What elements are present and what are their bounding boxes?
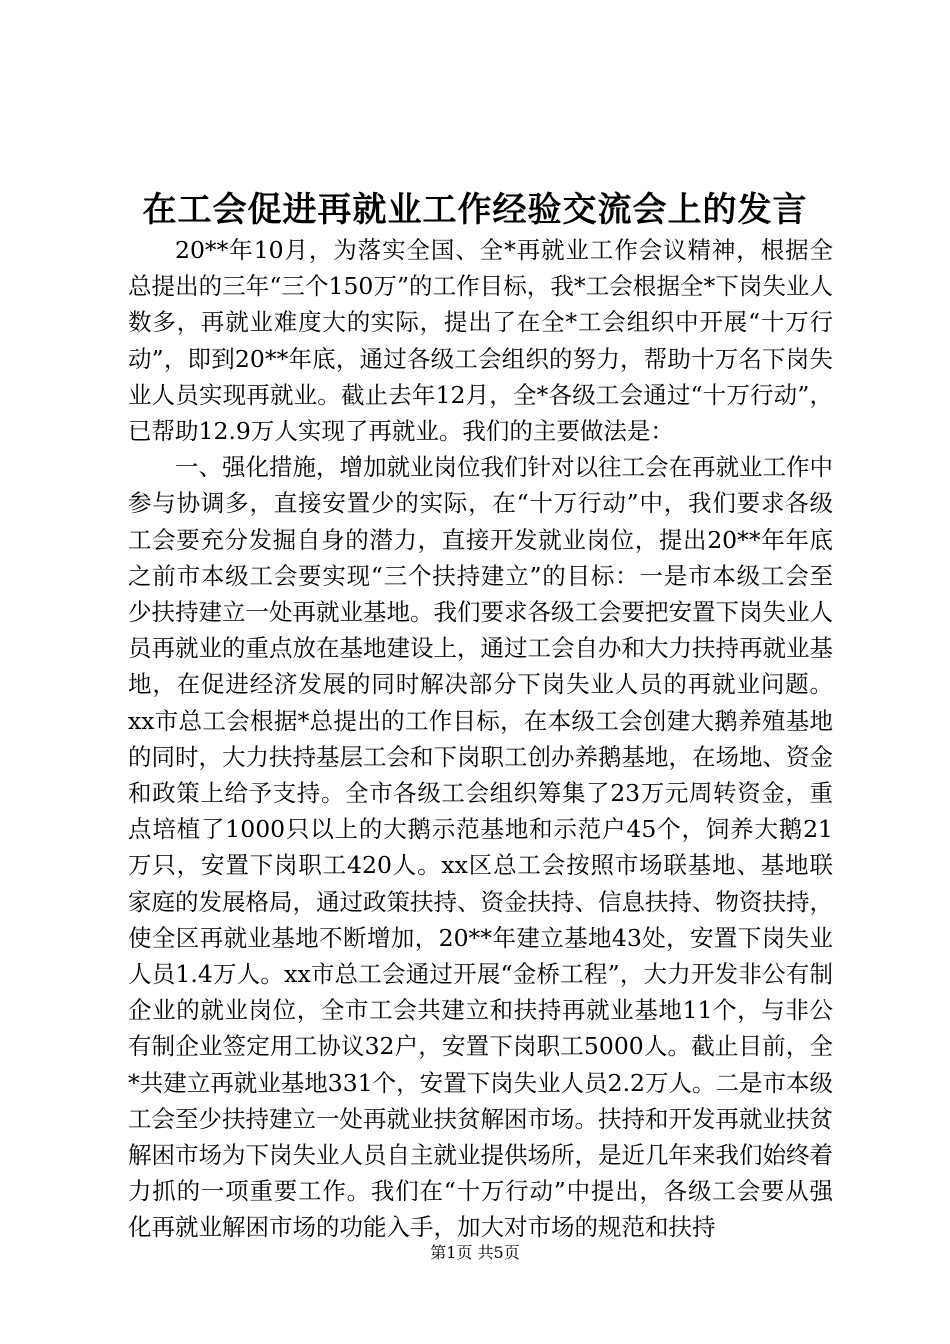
document-title: 在工会促进再就业工作经验交流会上的发言: [142, 190, 808, 230]
page-number-footer: 第1页 共5页: [430, 1243, 520, 1262]
paragraph-intro: 20**年10月，为落实全国、全*再就业工作会议精神，根据全总提出的三年“三个150万”的工作目标，我*工会根据全*下岗失业人数多，再就业难度大的实际，提出了在全*工会组织中开展“十万行动”，即到20**年底，通过各级工会组织的努力，帮助十万名下岗失业人员实现再就业。截止去年12月，全*各级工会通过“十万行动”，已帮助12.9万人实现了再就业。我们的主要做法是：: [128, 236, 833, 446]
paragraph-section-one: 一、强化措施，增加就业岗位我们针对以往工会在再就业工作中参与协调多，直接安置少的实际，在“十万行动”中，我们要求各级工会要充分发掘自身的潜力，直接开发就业岗位，提出20**年年底之前市本级工会要实现“三个扶持建立”的目标：一是市本级工会至少扶持建立一处再就业基地。我们要求各级工会要把安置下岗失业人员再就业的重点放在基地建设上，通过工会自办和大力扶持再就业基地，在促进经济发展的同时解决部分下岗失业人员的再就业问题。xx市总工会根据*总提出的工作目标，在本级工会创建大鹅养殖基地的同时，大力扶持基层工会和下岗职工创办养鹅基地，在场地、资金和政策上给予支持。全市各级工会组织筹集了23万元周转资金，重点培植了1000只以上的大鹅示范基地和示范户45个，饲养大鹅21万只，安置下岗职工420人。xx区总工会按照市场联基地、基地联家庭的发展格局，通过政策扶持、资金扶持、信息扶持、物资扶持，使全区再就业基地不断增加，20**年建立基地43处，安置下岗失业人员1.4万人。xx市总工会通过开展“金桥工程”，大力开发非公有制企业的就业岗位，全市工会共建立和扶持再就业基地11个，与非公有制企业签定用工协议32户，安置下岗职工5000人。截止目前，全*共建立再就业基地331个，安置下岗失业人员2.2万人。二是市本级工会至少扶持建立一处再就业扶贫解困市场。扶持和开发再就业扶贫解困市场为下岗失业人员自主就业提供场所，是近几年来我们始终着力抓的一项重要工作。我们在“十万行动”中提出，各级工会要从强化再就业解困市场的功能入手，加大对市场的规范和扶持: [128, 453, 833, 1242]
document-body: [128, 232, 833, 1246]
